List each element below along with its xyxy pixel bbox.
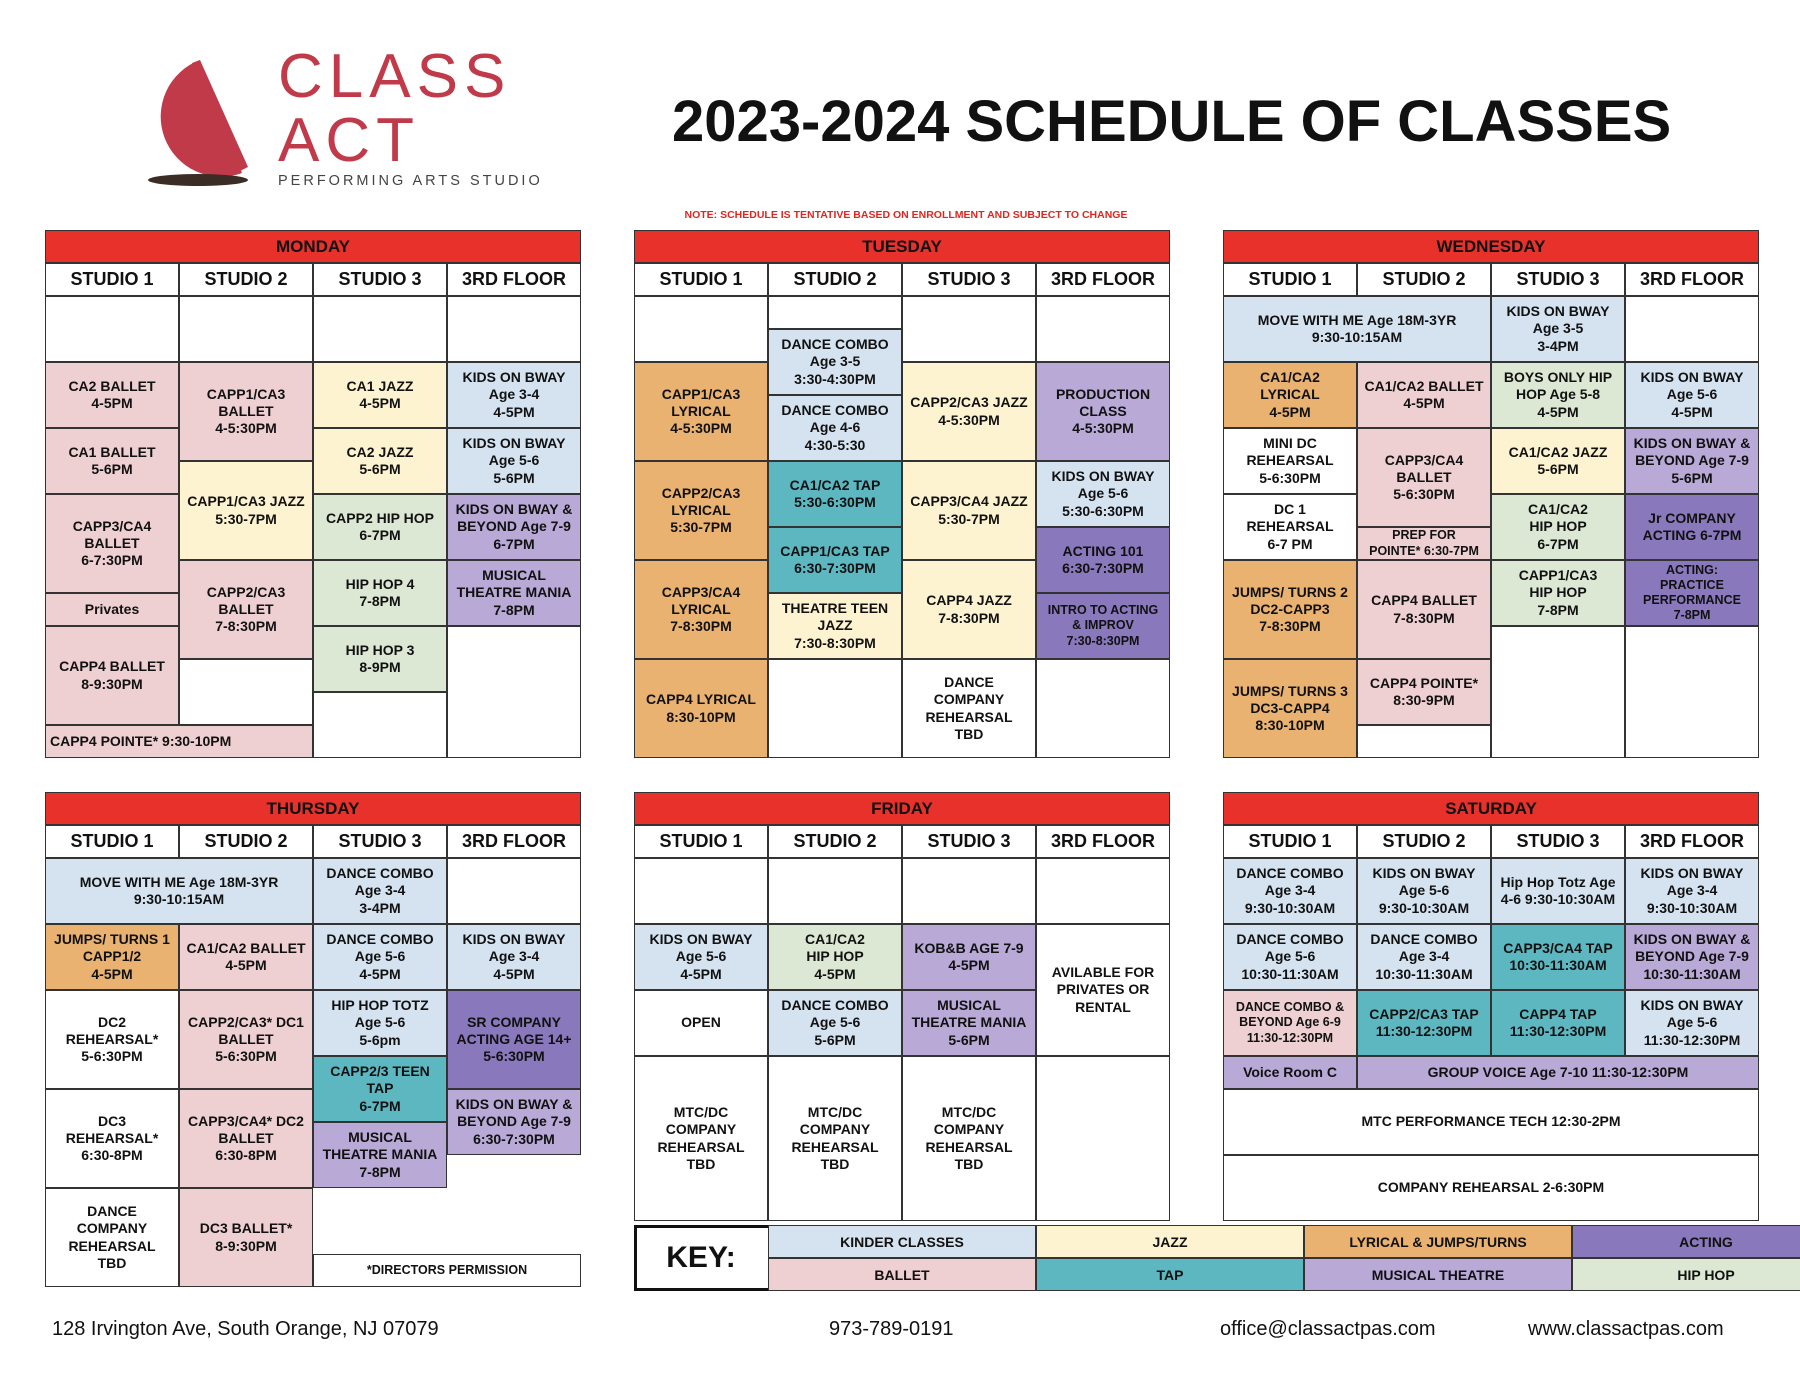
column-header: 3RD FLOOR xyxy=(1036,825,1170,858)
class-cell: KIDS ON BWAY Age 5-6 4-5PM xyxy=(634,924,768,990)
class-cell: MUSICAL THEATRE MANIA 7-8PM xyxy=(447,560,581,626)
column-header: STUDIO 3 xyxy=(1491,825,1625,858)
class-cell: KIDS ON BWAY & BEYOND Age 7-9 6:30-7:30PM xyxy=(447,1089,581,1155)
key-item: ACTING xyxy=(1572,1225,1800,1258)
class-cell: CAPP4 POINTE* 9:30-10PM xyxy=(45,725,313,758)
class-cell: DANCE COMBO Age 3-4 9:30-10:30AM xyxy=(1223,858,1357,924)
class-cell: CA1/CA2 TAP 5:30-6:30PM xyxy=(768,461,902,527)
class-cell: CA1/CA2 HIP HOP 4-5PM xyxy=(768,924,902,990)
class-cell: MOVE WITH ME Age 18M-3YR 9:30-10:15AM xyxy=(45,858,313,924)
column-header: 3RD FLOOR xyxy=(1036,263,1170,296)
class-cell: Voice Room C xyxy=(1223,1056,1357,1089)
column-header: STUDIO 1 xyxy=(45,263,179,296)
class-cell: CAPP1/CA3 JAZZ 5:30-7PM xyxy=(179,461,313,560)
column-header: STUDIO 2 xyxy=(768,825,902,858)
class-cell: DANCE COMBO Age 5-6 4-5PM xyxy=(313,924,447,990)
class-cell: CAPP1/CA3 BALLET 4-5:30PM xyxy=(179,362,313,461)
class-cell: DANCE COMBO Age 5-6 5-6PM xyxy=(768,990,902,1056)
class-cell: KOB&B AGE 7-9 4-5PM xyxy=(902,924,1036,990)
class-cell: CAPP2/CA3 JAZZ 4-5:30PM xyxy=(902,362,1036,461)
class-cell: MINI DC REHEARSAL 5-6:30PM xyxy=(1223,428,1357,494)
logo-line-act: ACT xyxy=(278,106,420,175)
class-cell: CAPP4 LYRICAL 8:30-10PM xyxy=(634,659,768,758)
class-cell: AVILABLE FOR PRIVATES OR RENTAL xyxy=(1036,924,1170,1056)
class-cell: CAPP2/CA3* DC1 BALLET 5-6:30PM xyxy=(179,990,313,1089)
empty-cell xyxy=(902,858,1036,924)
class-cell: KIDS ON BWAY Age 3-4 4-5PM xyxy=(447,362,581,428)
empty-cell xyxy=(1625,296,1759,362)
class-cell: CA1/CA2 LYRICAL 4-5PM xyxy=(1223,362,1357,428)
class-cell: DC2 REHEARSAL* 5-6:30PM xyxy=(45,990,179,1089)
class-cell: CAPP1/CA3 HIP HOP 7-8PM xyxy=(1491,560,1625,626)
class-cell: JUMPS/ TURNS 1 CAPP1/2 4-5PM xyxy=(45,924,179,990)
class-cell: MOVE WITH ME Age 18M-3YR 9:30-10:15AM xyxy=(1223,296,1491,362)
day-header: SATURDAY xyxy=(1223,792,1759,825)
column-header: STUDIO 3 xyxy=(902,825,1036,858)
class-cell: CAPP3/CA4 BALLET 5-6:30PM xyxy=(1357,428,1491,527)
class-cell: CAPP4 POINTE* 8:30-9PM xyxy=(1357,659,1491,725)
empty-cell xyxy=(179,296,313,362)
class-cell: PRODUCTION CLASS 4-5:30PM xyxy=(1036,362,1170,461)
empty-cell xyxy=(1625,626,1759,758)
empty-cell xyxy=(447,858,581,924)
column-header: STUDIO 1 xyxy=(634,263,768,296)
class-cell: HIP HOP 4 7-8PM xyxy=(313,560,447,626)
footer-email[interactable]: office@classactpas.com xyxy=(1220,1318,1436,1340)
column-header: STUDIO 2 xyxy=(1357,825,1491,858)
class-cell: DANCE COMBO Age 3-4 3-4PM xyxy=(313,858,447,924)
class-cell: CA2 BALLET 4-5PM xyxy=(45,362,179,428)
page-title: 2023-2024 SCHEDULE OF CLASSES xyxy=(672,89,1672,154)
class-cell: MTC PERFORMANCE TECH 12:30-2PM xyxy=(1223,1089,1759,1155)
column-header: STUDIO 1 xyxy=(1223,825,1357,858)
empty-cell xyxy=(768,296,902,329)
class-cell: DC3 REHEARSAL* 6:30-8PM xyxy=(45,1089,179,1188)
class-cell: MTC/DC COMPANY REHEARSAL TBD xyxy=(902,1056,1036,1221)
empty-cell xyxy=(313,296,447,362)
class-cell: JUMPS/ TURNS 2 DC2-CAPP3 7-8:30PM xyxy=(1223,560,1357,659)
class-cell: ACTING 101 6:30-7:30PM xyxy=(1036,527,1170,593)
class-cell: DANCE COMBO Age 3-5 3:30-4:30PM xyxy=(768,329,902,395)
class-cell: GROUP VOICE Age 7-10 11:30-12:30PM xyxy=(1357,1056,1759,1089)
tentative-note: NOTE: SCHEDULE IS TENTATIVE BASED ON ENROLLMENT AND SUBJECT TO CHANGE xyxy=(684,209,1128,221)
class-cell: KIDS ON BWAY Age 5-6 5-6PM xyxy=(447,428,581,494)
class-cell: DANCE COMBO Age 3-4 10:30-11:30AM xyxy=(1357,924,1491,990)
logo-line-class: CLASS xyxy=(278,42,512,111)
empty-cell xyxy=(447,626,581,758)
class-cell: DANCE COMPANY REHEARSAL TBD xyxy=(45,1188,179,1287)
column-header: STUDIO 1 xyxy=(45,825,179,858)
class-cell: *DIRECTORS PERMISSION xyxy=(313,1254,581,1287)
column-header: STUDIO 3 xyxy=(313,825,447,858)
day-header: MONDAY xyxy=(45,230,581,263)
class-cell: CAPP2/CA3 TAP 11:30-12:30PM xyxy=(1357,990,1491,1056)
column-header: 3RD FLOOR xyxy=(447,263,581,296)
empty-cell xyxy=(179,659,313,725)
class-cell: HIP HOP TOTZ Age 5-6 5-6pm xyxy=(313,990,447,1056)
class-cell: CAPP3/CA4* DC2 BALLET 6:30-8PM xyxy=(179,1089,313,1188)
key-item: JAZZ xyxy=(1036,1225,1304,1258)
empty-cell xyxy=(1036,296,1170,362)
column-header: STUDIO 1 xyxy=(634,825,768,858)
class-cell: HIP HOP 3 8-9PM xyxy=(313,626,447,692)
class-cell: KIDS ON BWAY Age 5-6 11:30-12:30PM xyxy=(1625,990,1759,1056)
class-cell: CA1 JAZZ 4-5PM xyxy=(313,362,447,428)
column-header: STUDIO 2 xyxy=(768,263,902,296)
class-cell: CAPP1/CA3 LYRICAL 4-5:30PM xyxy=(634,362,768,461)
empty-cell xyxy=(1036,659,1170,758)
key-item: MUSICAL THEATRE xyxy=(1304,1258,1572,1291)
class-cell: KIDS ON BWAY & BEYOND Age 7-9 10:30-11:30AM xyxy=(1625,924,1759,990)
column-header: STUDIO 3 xyxy=(1491,263,1625,296)
class-cell: CAPP4 TAP 11:30-12:30PM xyxy=(1491,990,1625,1056)
key-item: HIP HOP xyxy=(1572,1258,1800,1291)
class-cell: CA1/CA2 BALLET 4-5PM xyxy=(1357,362,1491,428)
class-cell: CAPP2 HIP HOP 6-7PM xyxy=(313,494,447,560)
day-header: WEDNESDAY xyxy=(1223,230,1759,263)
column-header: STUDIO 1 xyxy=(1223,263,1357,296)
column-header: STUDIO 2 xyxy=(1357,263,1491,296)
class-cell: PREP FOR POINTE* 6:30-7PM xyxy=(1357,527,1491,560)
class-cell: CA1/CA2 JAZZ 5-6PM xyxy=(1491,428,1625,494)
class-cell: CA1 BALLET 5-6PM xyxy=(45,428,179,494)
column-header: 3RD FLOOR xyxy=(447,825,581,858)
footer-website[interactable]: www.classactpas.com xyxy=(1528,1318,1724,1340)
class-cell: ACTING: PRACTICE PERFORMANCE 7-8PM xyxy=(1625,560,1759,626)
class-cell: Hip Hop Totz Age 4-6 9:30-10:30AM xyxy=(1491,858,1625,924)
empty-cell xyxy=(768,659,902,758)
class-cell: MTC/DC COMPANY REHEARSAL TBD xyxy=(634,1056,768,1221)
class-cell: Jr COMPANY ACTING 6-7PM xyxy=(1625,494,1759,560)
class-cell: CAPP1/CA3 TAP 6:30-7:30PM xyxy=(768,527,902,593)
class-cell: CAPP3/CA4 LYRICAL 7-8:30PM xyxy=(634,560,768,659)
class-cell: SR COMPANY ACTING AGE 14+ 5-6:30PM xyxy=(447,990,581,1089)
day-header: THURSDAY xyxy=(45,792,581,825)
logo-tagline: PERFORMING ARTS STUDIO xyxy=(278,173,543,189)
class-cell: DANCE COMPANY REHEARSAL TBD xyxy=(902,659,1036,758)
class-cell: BOYS ONLY HIP HOP Age 5-8 4-5PM xyxy=(1491,362,1625,428)
column-header: STUDIO 3 xyxy=(313,263,447,296)
class-cell: CAPP3/CA4 JAZZ 5:30-7PM xyxy=(902,461,1036,560)
empty-cell xyxy=(1036,858,1170,924)
class-cell: DC 1 REHEARSAL 6-7 PM xyxy=(1223,494,1357,560)
column-header: 3RD FLOOR xyxy=(1625,825,1759,858)
key-label: KEY: xyxy=(666,1241,736,1274)
key-item: LYRICAL & JUMPS/TURNS xyxy=(1304,1225,1572,1258)
class-cell: CAPP2/CA3 LYRICAL 5:30-7PM xyxy=(634,461,768,560)
class-cell: KIDS ON BWAY Age 5-6 5:30-6:30PM xyxy=(1036,461,1170,527)
footer-address: 128 Irvington Ave, South Orange, NJ 07079 xyxy=(52,1318,439,1340)
empty-cell xyxy=(45,296,179,362)
class-cell: MUSICAL THEATRE MANIA 5-6PM xyxy=(902,990,1036,1056)
class-cell: KIDS ON BWAY Age 5-6 9:30-10:30AM xyxy=(1357,858,1491,924)
class-cell: JUMPS/ TURNS 3 DC3-CAPP4 8:30-10PM xyxy=(1223,659,1357,758)
class-cell: CA1/CA2 BALLET 4-5PM xyxy=(179,924,313,990)
empty-cell xyxy=(1036,1056,1170,1221)
class-cell: CAPP4 BALLET 8-9:30PM xyxy=(45,626,179,725)
class-cell: CAPP3/CA4 TAP 10:30-11:30AM xyxy=(1491,924,1625,990)
class-cell: THEATRE TEEN JAZZ 7:30-8:30PM xyxy=(768,593,902,659)
key-item: BALLET xyxy=(768,1258,1036,1291)
column-header: STUDIO 2 xyxy=(179,825,313,858)
class-cell: KIDS ON BWAY Age 3-4 4-5PM xyxy=(447,924,581,990)
class-cell: OPEN xyxy=(634,990,768,1056)
key-item: KINDER CLASSES xyxy=(768,1225,1036,1258)
day-header: FRIDAY xyxy=(634,792,1170,825)
empty-cell xyxy=(634,296,768,362)
column-header: STUDIO 2 xyxy=(179,263,313,296)
class-cell: CAPP2/3 TEEN TAP 6-7PM xyxy=(313,1056,447,1122)
class-cell: DANCE COMBO Age 5-6 10:30-11:30AM xyxy=(1223,924,1357,990)
class-cell: CAPP2/CA3 BALLET 7-8:30PM xyxy=(179,560,313,659)
empty-cell xyxy=(902,296,1036,362)
empty-cell xyxy=(1491,626,1625,758)
class-cell: DANCE COMBO Age 4-6 4:30-5:30 xyxy=(768,395,902,461)
empty-cell xyxy=(447,296,581,362)
empty-cell xyxy=(1357,725,1491,758)
class-cell: MUSICAL THEATRE MANIA 7-8PM xyxy=(313,1122,447,1188)
empty-cell xyxy=(313,692,447,758)
day-header: TUESDAY xyxy=(634,230,1170,263)
footer-phone[interactable]: 973-789-0191 xyxy=(829,1318,954,1340)
class-cell: KIDS ON BWAY & BEYOND Age 7-9 6-7PM xyxy=(447,494,581,560)
class-cell: MTC/DC COMPANY REHEARSAL TBD xyxy=(768,1056,902,1221)
class-cell: CA2 JAZZ 5-6PM xyxy=(313,428,447,494)
key-item: TAP xyxy=(1036,1258,1304,1291)
class-cell: KIDS ON BWAY Age 3-5 3-4PM xyxy=(1491,296,1625,362)
empty-cell xyxy=(768,858,902,924)
class-cell: CAPP4 JAZZ 7-8:30PM xyxy=(902,560,1036,659)
column-header: STUDIO 3 xyxy=(902,263,1036,296)
class-cell: DC3 BALLET* 8-9:30PM xyxy=(179,1188,313,1287)
logo-mark-icon xyxy=(130,55,270,190)
class-cell: KIDS ON BWAY Age 3-4 9:30-10:30AM xyxy=(1625,858,1759,924)
class-cell: COMPANY REHEARSAL 2-6:30PM xyxy=(1223,1155,1759,1221)
class-cell: CAPP4 BALLET 7-8:30PM xyxy=(1357,560,1491,659)
class-cell: INTRO TO ACTING & IMPROV 7:30-8:30PM xyxy=(1036,593,1170,659)
class-cell: Privates xyxy=(45,593,179,626)
class-cell: CA1/CA2 HIP HOP 6-7PM xyxy=(1491,494,1625,560)
column-header: 3RD FLOOR xyxy=(1625,263,1759,296)
class-cell: DANCE COMBO & BEYOND Age 6-9 11:30-12:30PM xyxy=(1223,990,1357,1056)
class-cell: KIDS ON BWAY Age 5-6 4-5PM xyxy=(1625,362,1759,428)
class-cell: KIDS ON BWAY & BEYOND Age 7-9 5-6PM xyxy=(1625,428,1759,494)
empty-cell xyxy=(634,858,768,924)
class-cell: CAPP3/CA4 BALLET 6-7:30PM xyxy=(45,494,179,593)
